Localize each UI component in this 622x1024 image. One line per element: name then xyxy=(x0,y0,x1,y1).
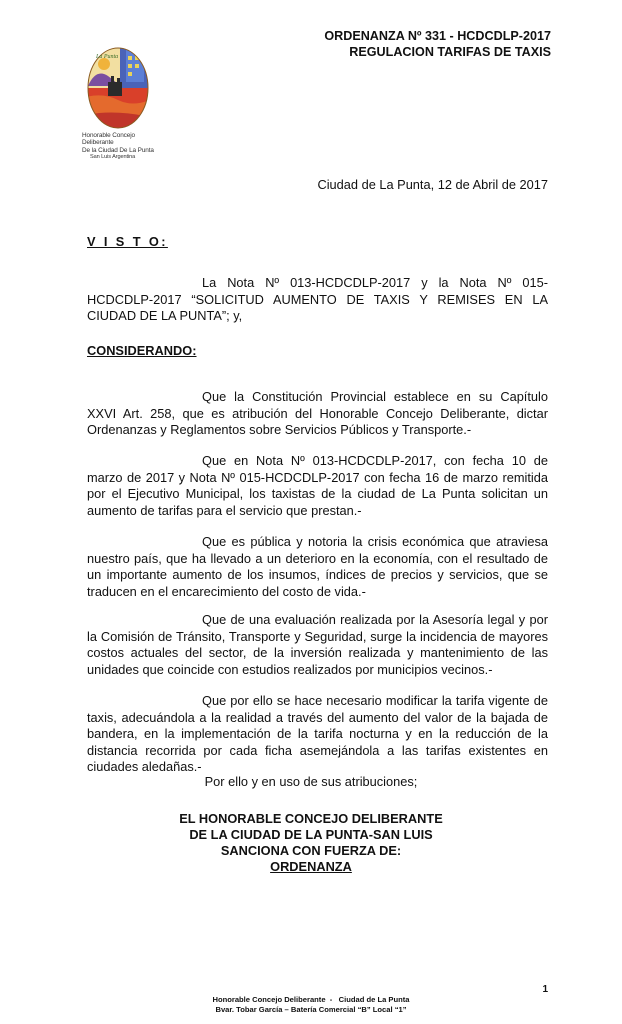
page-number: 1 xyxy=(542,984,548,995)
considerando-paragraph-4: Que de una evaluación realizada por la Asesoría legal y por la Comisión de Tránsito, Transporte y Seguridad, surge la incidencia de mayores costos actuales del sector, de la inversión realizada y mantenimiento de las unidades que coincide con estudios realizados por municipios vecinos.- xyxy=(87,612,548,677)
footer-line-1: Honorable Concejo Deliberante - Ciudad de La Punta xyxy=(212,995,410,1004)
visto-heading: V I S T O: xyxy=(87,234,168,249)
resolution-line-3: SANCIONA CON FUERZA DE: xyxy=(220,843,402,858)
considerando-heading: CONSIDERANDO: xyxy=(87,343,197,358)
council-logo xyxy=(82,46,160,162)
closing-line: Por ello y en uso de sus atribuciones; xyxy=(204,774,418,789)
logo-caption: Honorable Concejo Deliberante De la Ciudad De La Punta San Luis Argentina xyxy=(82,132,154,161)
visto-paragraph: La Nota Nº 013-HCDCDLP-2017 y la Nota Nº 015-HCDCDLP-2017 “SOLICITUD AUMENTO DE TAXIS Y REMISES EN LA CIUDAD DE LA PUNTA”; y, xyxy=(87,275,548,323)
date-line: Ciudad de La Punta, 12 de Abril de 2017 xyxy=(317,177,548,192)
considerando-paragraph-1: Que la Constitución Provincial establece en su Capítulo XXVI Art. 258, que es atribución del Honorable Concejo Deliberante, dictar Ordenanzas y Reglamentos sobre Servicios Públicos y Transporte.- xyxy=(87,389,548,437)
svg-text:La Punta: La Punta xyxy=(96,54,119,60)
resolution-line-2: DE LA CIUDAD DE LA PUNTA-SAN LUIS xyxy=(189,827,433,842)
ordinance-header xyxy=(324,28,551,60)
considerando-paragraph-2: Que en Nota Nº 013-HCDCDLP-2017, con fecha 10 de marzo de 2017 y Nota Nº 015-HCDCDLP-2017 con fecha 16 de marzo remitida por el Ejecutivo Municipal, los taxistas de la ciudad de La Punta solicitan un aumento de tarifas para el servicio que prestan.- xyxy=(87,453,548,518)
ordinance-subject: REGULACION TARIFAS DE TAXIS xyxy=(349,45,551,59)
ordinance-number: ORDENANZA Nº 331 - HCDCDLP-2017 xyxy=(324,29,551,43)
resolution-line-1: EL HONORABLE CONCEJO DELIBERANTE xyxy=(179,811,443,826)
considerando-paragraph-3: Que es pública y notoria la crisis económica que atraviesa nuestro país, que ha llevado a un deterioro en la economía, con el resultado de un importante aumento de los insumos, índices de precios y servicios, que se traducen en el encarecimiento del costo de vida.- xyxy=(87,534,548,599)
considerando-paragraph-5: Que por ello se hace necesario modificar la tarifa vigente de taxis, adecuándola a la realidad a través del aumento del valor de la bajada de bandera, en la implementación de la tarifa nocturna y en la reducción de la distancia recorrida por cada ficha asemejándola a las tarifas existentes en ciudades aledañas.- xyxy=(87,693,548,774)
ordenanza-title: ORDENANZA xyxy=(270,859,352,874)
footer-line-2: Bvar. Tobar García – Batería Comercial “B” Local “1” xyxy=(215,1005,407,1014)
council-emblem-icon xyxy=(82,46,154,130)
page-footer xyxy=(0,995,622,1015)
